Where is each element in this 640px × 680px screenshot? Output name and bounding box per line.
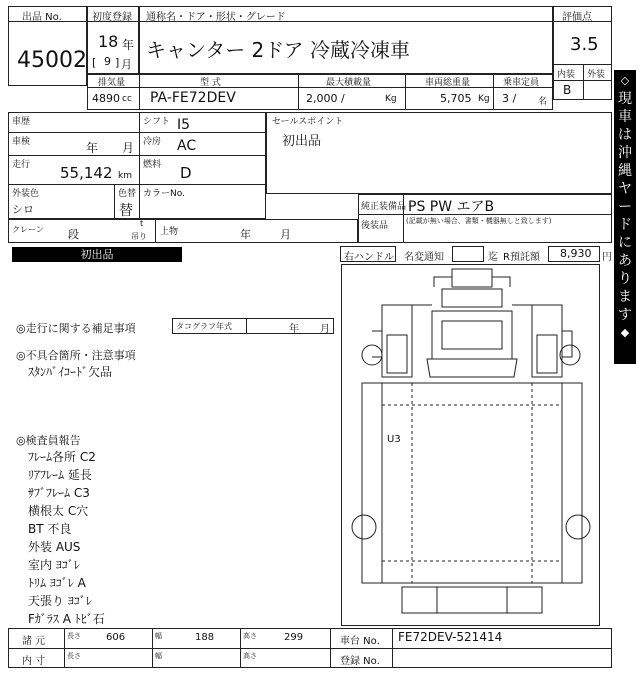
driving-notes-label: ◎走行に関する補足事項 xyxy=(16,322,136,335)
eval-label: 評価点 xyxy=(562,12,592,23)
inspector-line: 横根太 C穴 xyxy=(28,504,89,518)
vehicle-name: キャンター 2ドア 冷蔵冷凍車 xyxy=(146,38,411,62)
inspection-month-unit: 月 xyxy=(122,141,135,155)
cargo-label: 内 寸 xyxy=(22,656,46,667)
banner-bottom: ◆ xyxy=(620,326,630,339)
fuel-label: 燃料 xyxy=(143,160,162,170)
displacement-value: 4890 xyxy=(92,92,120,105)
equipment-value: PS PW エアB xyxy=(408,199,495,215)
recycle-label: R預託額 xyxy=(503,252,540,263)
crane-stage-unit: 段 xyxy=(68,228,79,241)
inspector-line: ﾄﾘﾑ ﾖｺﾞﾚ A xyxy=(28,576,86,590)
sales-point-label: セールスポイント xyxy=(272,117,344,127)
inspector-line: 外装 AUS xyxy=(28,540,81,554)
max-load-label: 最大積載量 xyxy=(326,78,372,88)
tachograph-label: タコグラフ年式 xyxy=(176,322,232,331)
interior-label: 内装 xyxy=(557,70,576,80)
first-listing-banner: 初出品 xyxy=(12,247,182,262)
upper-month-unit: 月 xyxy=(280,228,291,241)
gross-unit: Kg xyxy=(478,94,490,104)
sales-point-value: 初出品 xyxy=(282,134,322,149)
inspection-year-unit: 年 xyxy=(86,141,99,155)
lot-label: 出品 No. xyxy=(22,12,62,23)
reg-year-unit: 年 xyxy=(122,38,135,52)
ac-value: AC xyxy=(177,138,197,154)
width-label: 幅 xyxy=(155,632,162,640)
reg-month-unit: 月 xyxy=(121,58,132,71)
mileage-label: 走行 xyxy=(12,160,31,170)
crane-row xyxy=(8,219,358,243)
tachograph-year-unit: 年 xyxy=(289,324,299,335)
inspector-line: ﾌﾚｰﾑ各所 C2 xyxy=(28,450,96,464)
chassis-label: 車台 No. xyxy=(340,636,380,647)
mileage-value: 55,142 xyxy=(60,164,113,182)
upper-label: 上物 xyxy=(160,227,179,237)
recycle-value: 8,930 xyxy=(560,247,592,260)
right-handle: 右ハンドル xyxy=(344,252,394,263)
max-load-value: 2,000 / xyxy=(306,92,345,105)
color-label: 外装色 xyxy=(12,189,40,199)
reg-year: 18 xyxy=(98,32,119,51)
model-label: 型 式 xyxy=(200,78,221,88)
inspector-line: Fｶﾞﾗｽ A ﾄﾋﾞ石 xyxy=(28,612,105,626)
side-banner: ◇ 現 車 は 沖 縄 ヤ ー ド に あ り ま す ◆ xyxy=(614,70,636,364)
inspector-label: ◎検査員報告 xyxy=(16,434,81,447)
chassis-value: FE72DEV-521414 xyxy=(398,630,503,644)
width-value: 188 xyxy=(195,632,215,643)
capacity-label: 乗車定員 xyxy=(503,78,540,88)
color-value: シロ xyxy=(12,203,34,216)
height-label-2: 高さ xyxy=(243,652,257,660)
reg-label: 初度登録 xyxy=(92,12,132,23)
aftermarket-label: 後装品 xyxy=(361,221,389,231)
inspection-label: 車検 xyxy=(12,137,31,147)
name-change-label: 名変通知 xyxy=(404,252,444,263)
color-change-label: 色替 xyxy=(118,189,137,199)
displacement-label: 排気量 xyxy=(98,78,126,88)
eval-score: 3.5 xyxy=(570,34,599,55)
lot-number: 45002 xyxy=(17,48,87,73)
tachograph-month-unit: 月 xyxy=(320,324,330,335)
ac-label: 冷房 xyxy=(143,137,162,147)
color-no-label: カラーNo. xyxy=(143,189,185,199)
interior-grade: B xyxy=(563,83,572,97)
crane-t-unit: t xyxy=(140,219,144,228)
capacity-value: 3 / xyxy=(502,92,517,105)
banner-arrow: ◇ xyxy=(620,74,630,87)
defects-line: ｽﾀﾝﾊﾞｲｺｰﾄﾞ欠品 xyxy=(28,365,113,379)
inspector-line: BT 不良 xyxy=(28,522,72,536)
vehicle-diagram xyxy=(341,264,600,626)
crane-hang-unit: 吊り xyxy=(131,232,147,241)
model-value: PA-FE72DEV xyxy=(150,90,236,106)
history-label: 車歴 xyxy=(12,117,31,127)
exterior-label: 外装 xyxy=(587,70,606,80)
capacity-unit: 名 xyxy=(538,97,548,107)
width-label-2: 幅 xyxy=(155,652,162,660)
length-value: 606 xyxy=(106,632,126,643)
deadline-label: 迄 xyxy=(488,252,498,263)
inspector-line: 天張り ﾖｺﾞﾚ xyxy=(28,594,92,608)
name-label: 通称名・ドア・形状・グレード xyxy=(146,12,286,23)
shift-label: シフト xyxy=(143,117,171,127)
specs-label: 諸 元 xyxy=(22,636,46,647)
inspector-line: ﾘｱﾌﾚｰﾑ 延長 xyxy=(28,468,92,482)
fuel-value: D xyxy=(180,164,192,182)
max-load-unit: Kg xyxy=(385,94,397,104)
upper-year-unit: 年 xyxy=(240,228,251,241)
registration-label: 登録 No. xyxy=(340,656,380,667)
length-label-2: 長さ xyxy=(67,652,81,660)
mileage-unit: km xyxy=(118,171,132,181)
inspector-line: 室内 ﾖｺﾞﾚ xyxy=(28,558,80,572)
truck-outline-diagram xyxy=(342,265,599,625)
gross-label: 車両総重量 xyxy=(425,78,471,88)
length-label: 長さ xyxy=(67,632,81,640)
inspector-line: ｻﾌﾞﾌﾚｰﾑ C3 xyxy=(28,486,90,500)
height-label: 高さ xyxy=(243,632,257,640)
aftermarket-note: (記載が無い場合、書類・機器無しと致します) xyxy=(406,217,552,225)
damage-mark: U3 xyxy=(387,434,401,445)
height-value: 299 xyxy=(284,632,304,643)
gross-value: 5,705 xyxy=(440,92,472,105)
color-change-value: 替 xyxy=(119,203,133,219)
equipment-label: 純正装備品 xyxy=(361,202,407,212)
reg-month: 9 xyxy=(104,55,111,68)
defects-label: ◎不具合箇所・注意事項 xyxy=(16,349,136,362)
name-change-field xyxy=(452,246,484,262)
shift-value: I5 xyxy=(177,117,191,133)
displacement-unit: cc xyxy=(122,94,132,104)
crane-label: クレーン xyxy=(12,225,44,234)
details-left xyxy=(8,112,266,219)
recycle-unit: 円 xyxy=(602,252,612,263)
